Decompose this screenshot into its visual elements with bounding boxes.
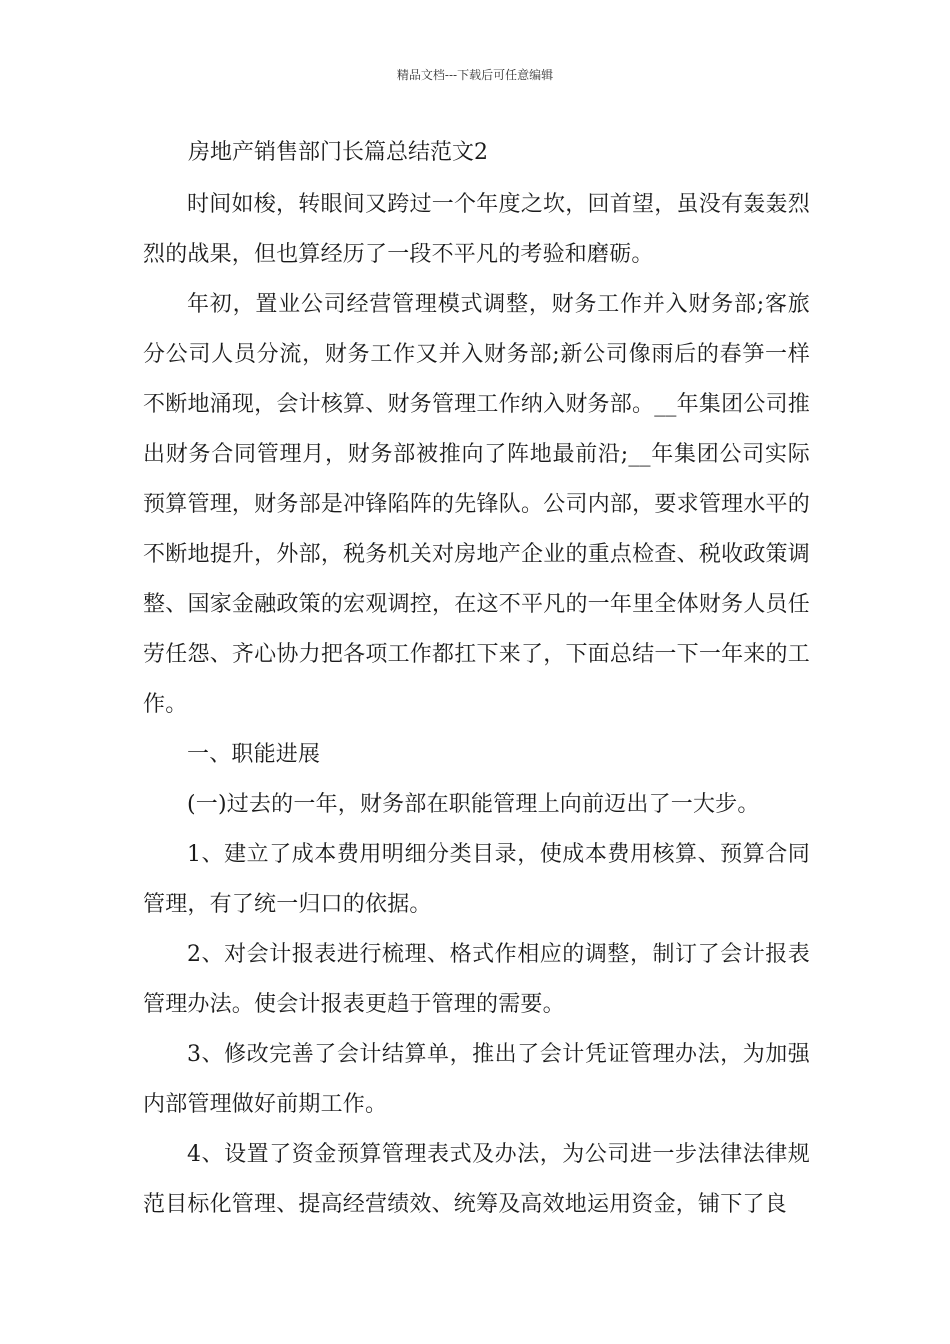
paragraph: 时间如梭，转眼间又跨过一个年度之坎，回首望，虽没有轰轰烈烈的战果，但也算经历了一段不平凡的考验和磨砺。 (143, 192, 810, 267)
section-heading: 一、职能进展 (187, 742, 321, 767)
list-item: 4、设置了资金预算管理表式及办法，为公司进一步法律法律规范目标化管理、提高经营绩效、统筹及高效地运用资金，铺下了良 (143, 1142, 810, 1217)
document-title: 房地产销售部门长篇总结范文2 (188, 140, 488, 165)
paragraph: 年初，置业公司经营管理模式调整，财务工作并入财务部;客旅分公司人员分流，财务工作又并入财务部;新公司像雨后的春笋一样不断地涌现，会计核算、财务管理工作纳入财务部。__年集团公司推出财务合同管理月，财务部被推向了阵地最前沿;__年集团公司实际预算管理，财务部是冲锋陷阵的先锋队。公司内部，要求管理水平的不断地提升，外部，税务机关对房地产企业的重点检查、税收政策调整、国家金融政策的宏观调控，在这不平凡的一年里全体财务人员任劳任怨、齐心协力把各项工作都扛下来了，下面总结一下一年来的工作。 (143, 292, 810, 717)
list-item: 2、对会计报表进行梳理、格式作相应的调整，制订了会计报表管理办法。使会计报表更趋于管理的需要。 (143, 942, 810, 1017)
list-item: 3、修改完善了会计结算单，推出了会计凭证管理办法，为加强内部管理做好前期工作。 (143, 1042, 810, 1117)
header-note: 精品文档---下载后可任意编辑 (396, 68, 554, 82)
document-body (143, 180, 810, 1230)
list-item: 1、建立了成本费用明细分类目录，使成本费用核算、预算合同管理，有了统一归口的依据。 (143, 842, 810, 917)
subsection-heading: (一)过去的一年，财务部在职能管理上向前迈出了一大步。 (187, 792, 760, 817)
